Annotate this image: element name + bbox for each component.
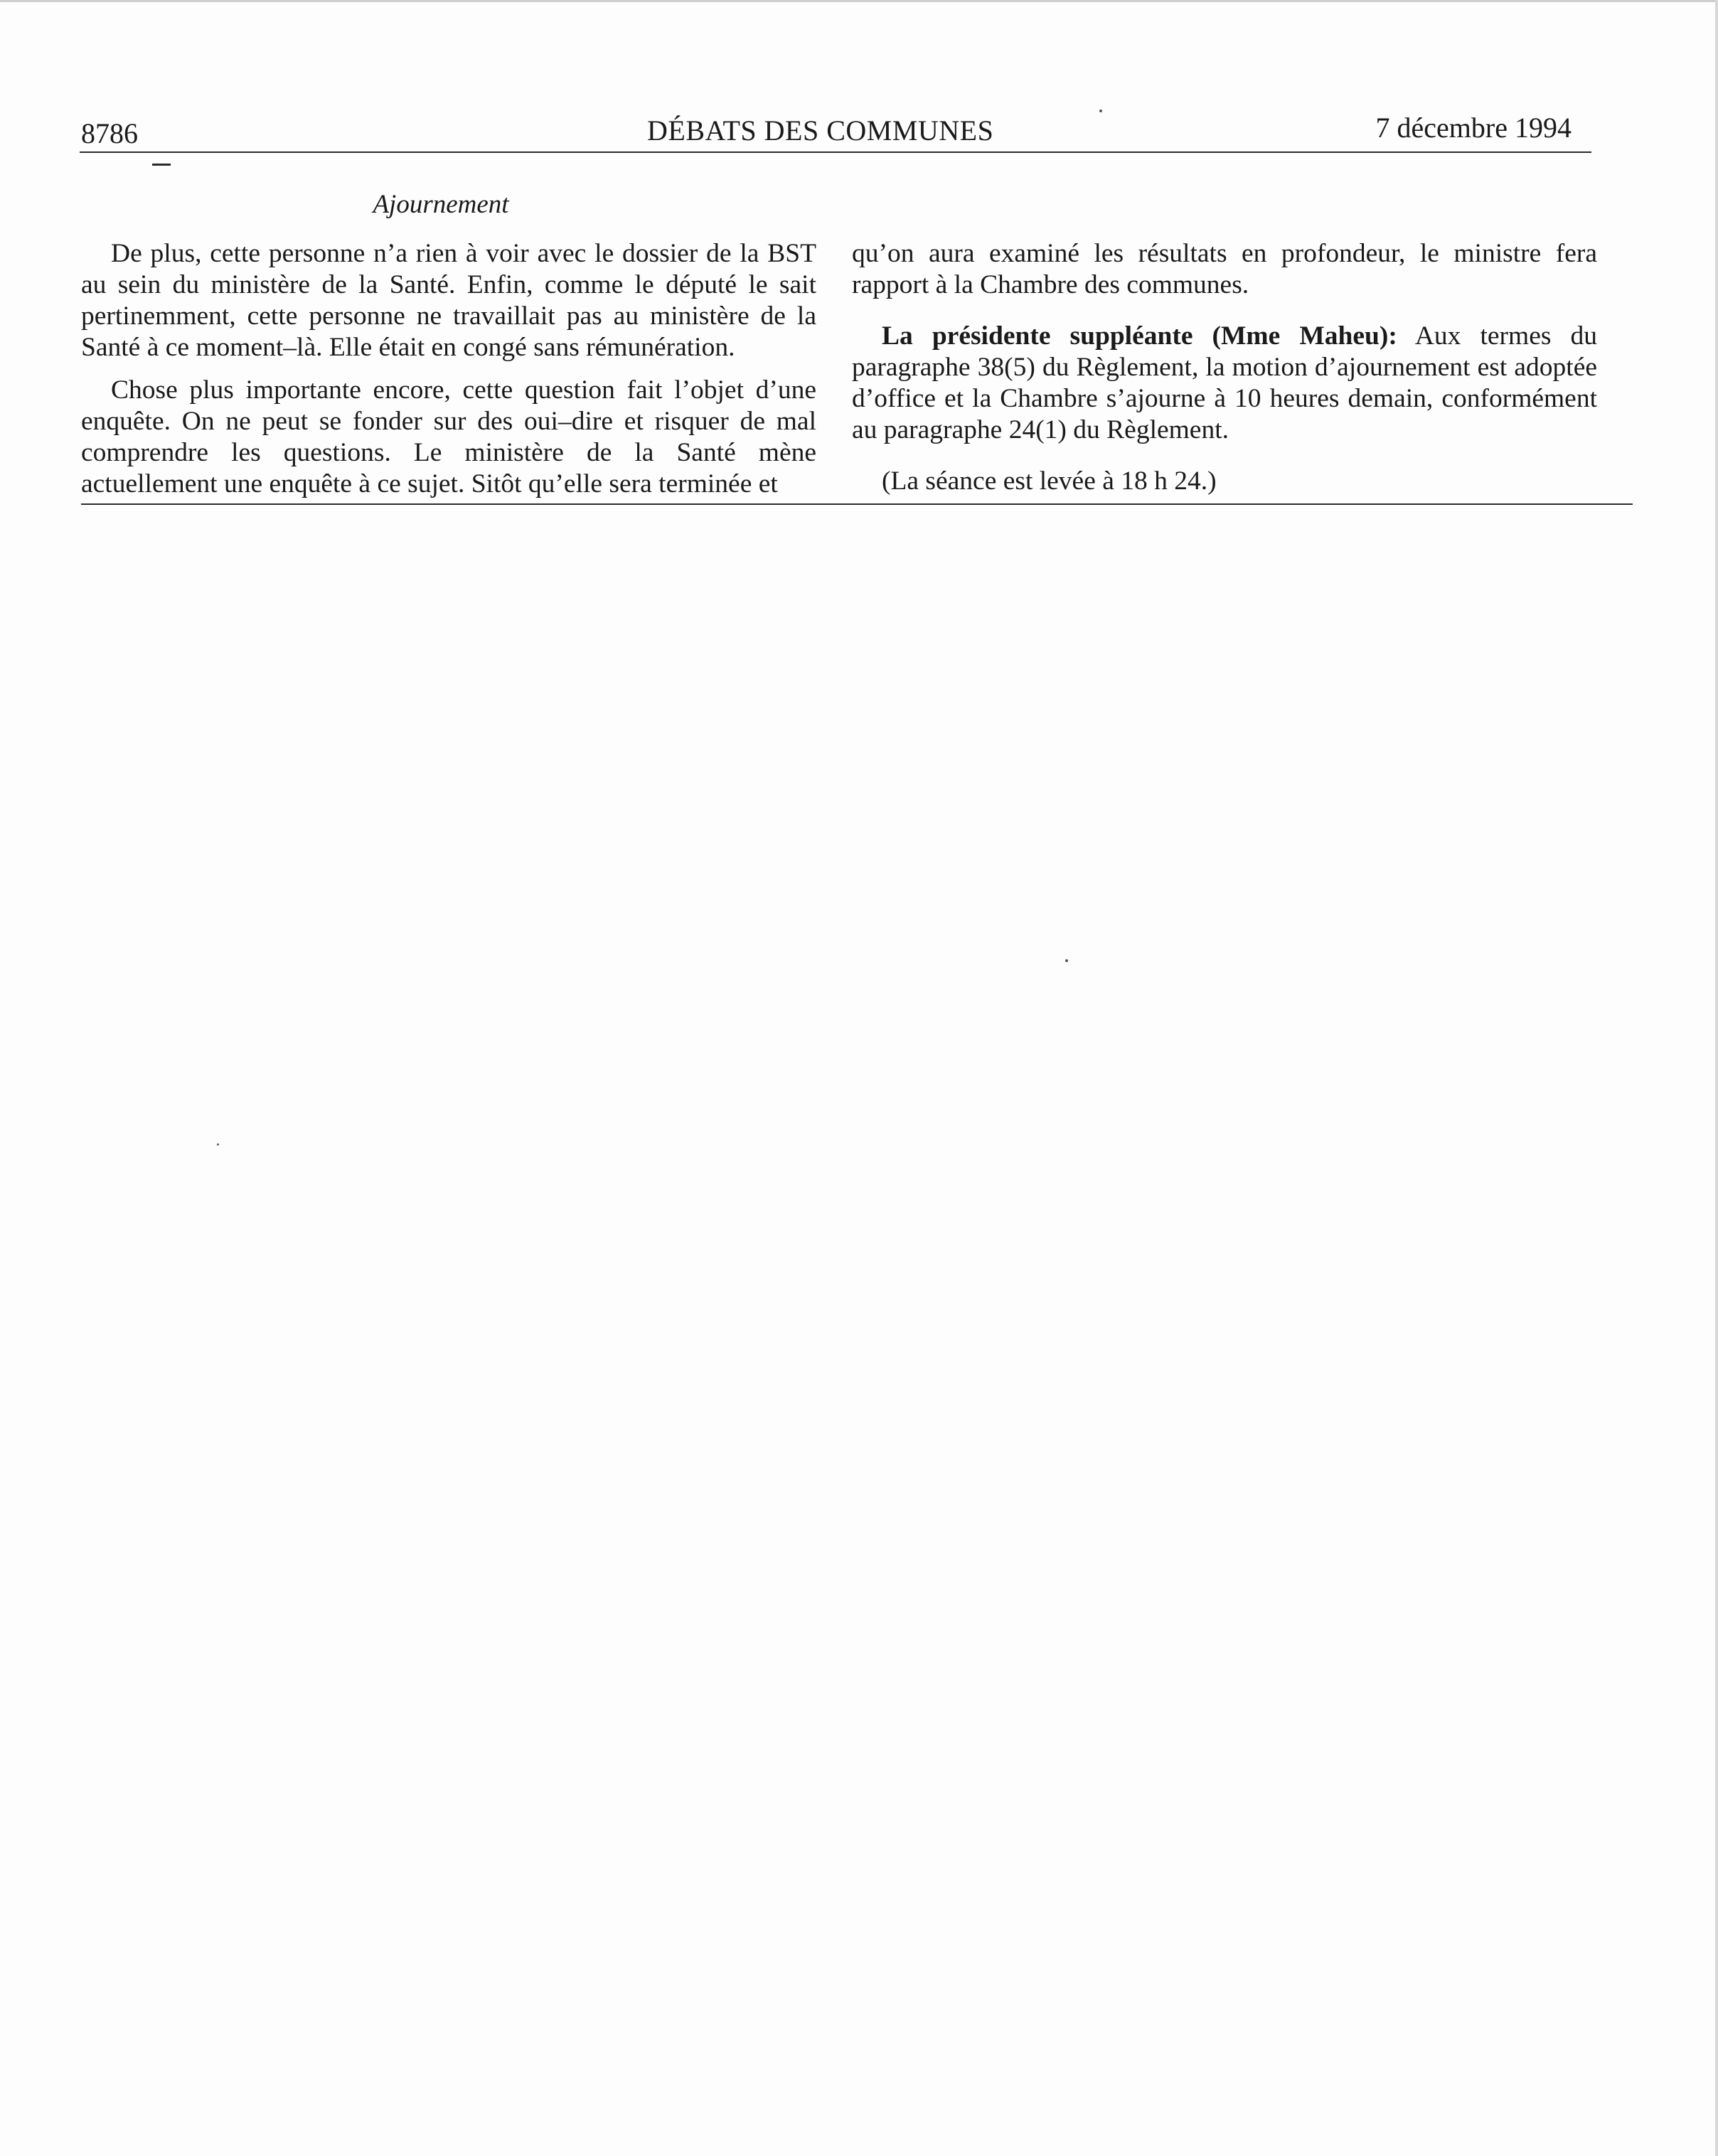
page-number: 8786 [81,117,138,149]
publication-title: DÉBATS DES COMMUNES [647,114,994,146]
right-column [852,238,1597,508]
section-heading: Ajournement [373,190,509,219]
scan-speck [217,1143,219,1146]
speech-text: Aux termes du paragraphe 38(5) du Règlement, la motion d’ajournement est adoptée d’office et la Chambre s’ajourne à 10 heures demain, conformément au paragraphe 24(1) du Règlement. [852,321,1597,444]
scan-speck [1065,959,1068,962]
speaker-paragraph [852,321,1597,446]
left-column [81,238,816,511]
page-top-edge [0,0,1718,2]
footer-rule [81,503,1633,505]
paragraph-continuation: qu’on aura examiné les résultats en profondeur, le ministre fera rapport à la Chambre des communes. [852,239,1597,299]
sitting-end-note: (La séance est levée à 18 h 24.) [882,466,1217,496]
paragraph: Chose plus importante encore, cette question fait l’objet d’une enquête. On ne peut se fonder sur des oui–dire et risquer de mal comprendre les questions. Le ministère de la Santé mène actuellement une enquête à ce sujet. Sitôt qu’elle sera terminée et [81,375,816,498]
header-mark [152,164,171,166]
speaker-name: La présidente suppléante (Mme Maheu): [882,321,1397,351]
publication-date: 7 décembre 1994 [1375,112,1572,144]
scan-speck [1099,110,1102,112]
header-rule [80,151,1591,153]
page-right-edge [1715,0,1718,2156]
paragraph: De plus, cette personne n’a rien à voir avec le dossier de la BST au sein du ministère de la Santé. Enfin, comme le député le sait pertinemment, cette personne ne travaillait pas au ministère de la Santé à ce moment–là. Elle était en congé sans rémunération. [81,239,816,362]
page-header [81,108,1590,148]
